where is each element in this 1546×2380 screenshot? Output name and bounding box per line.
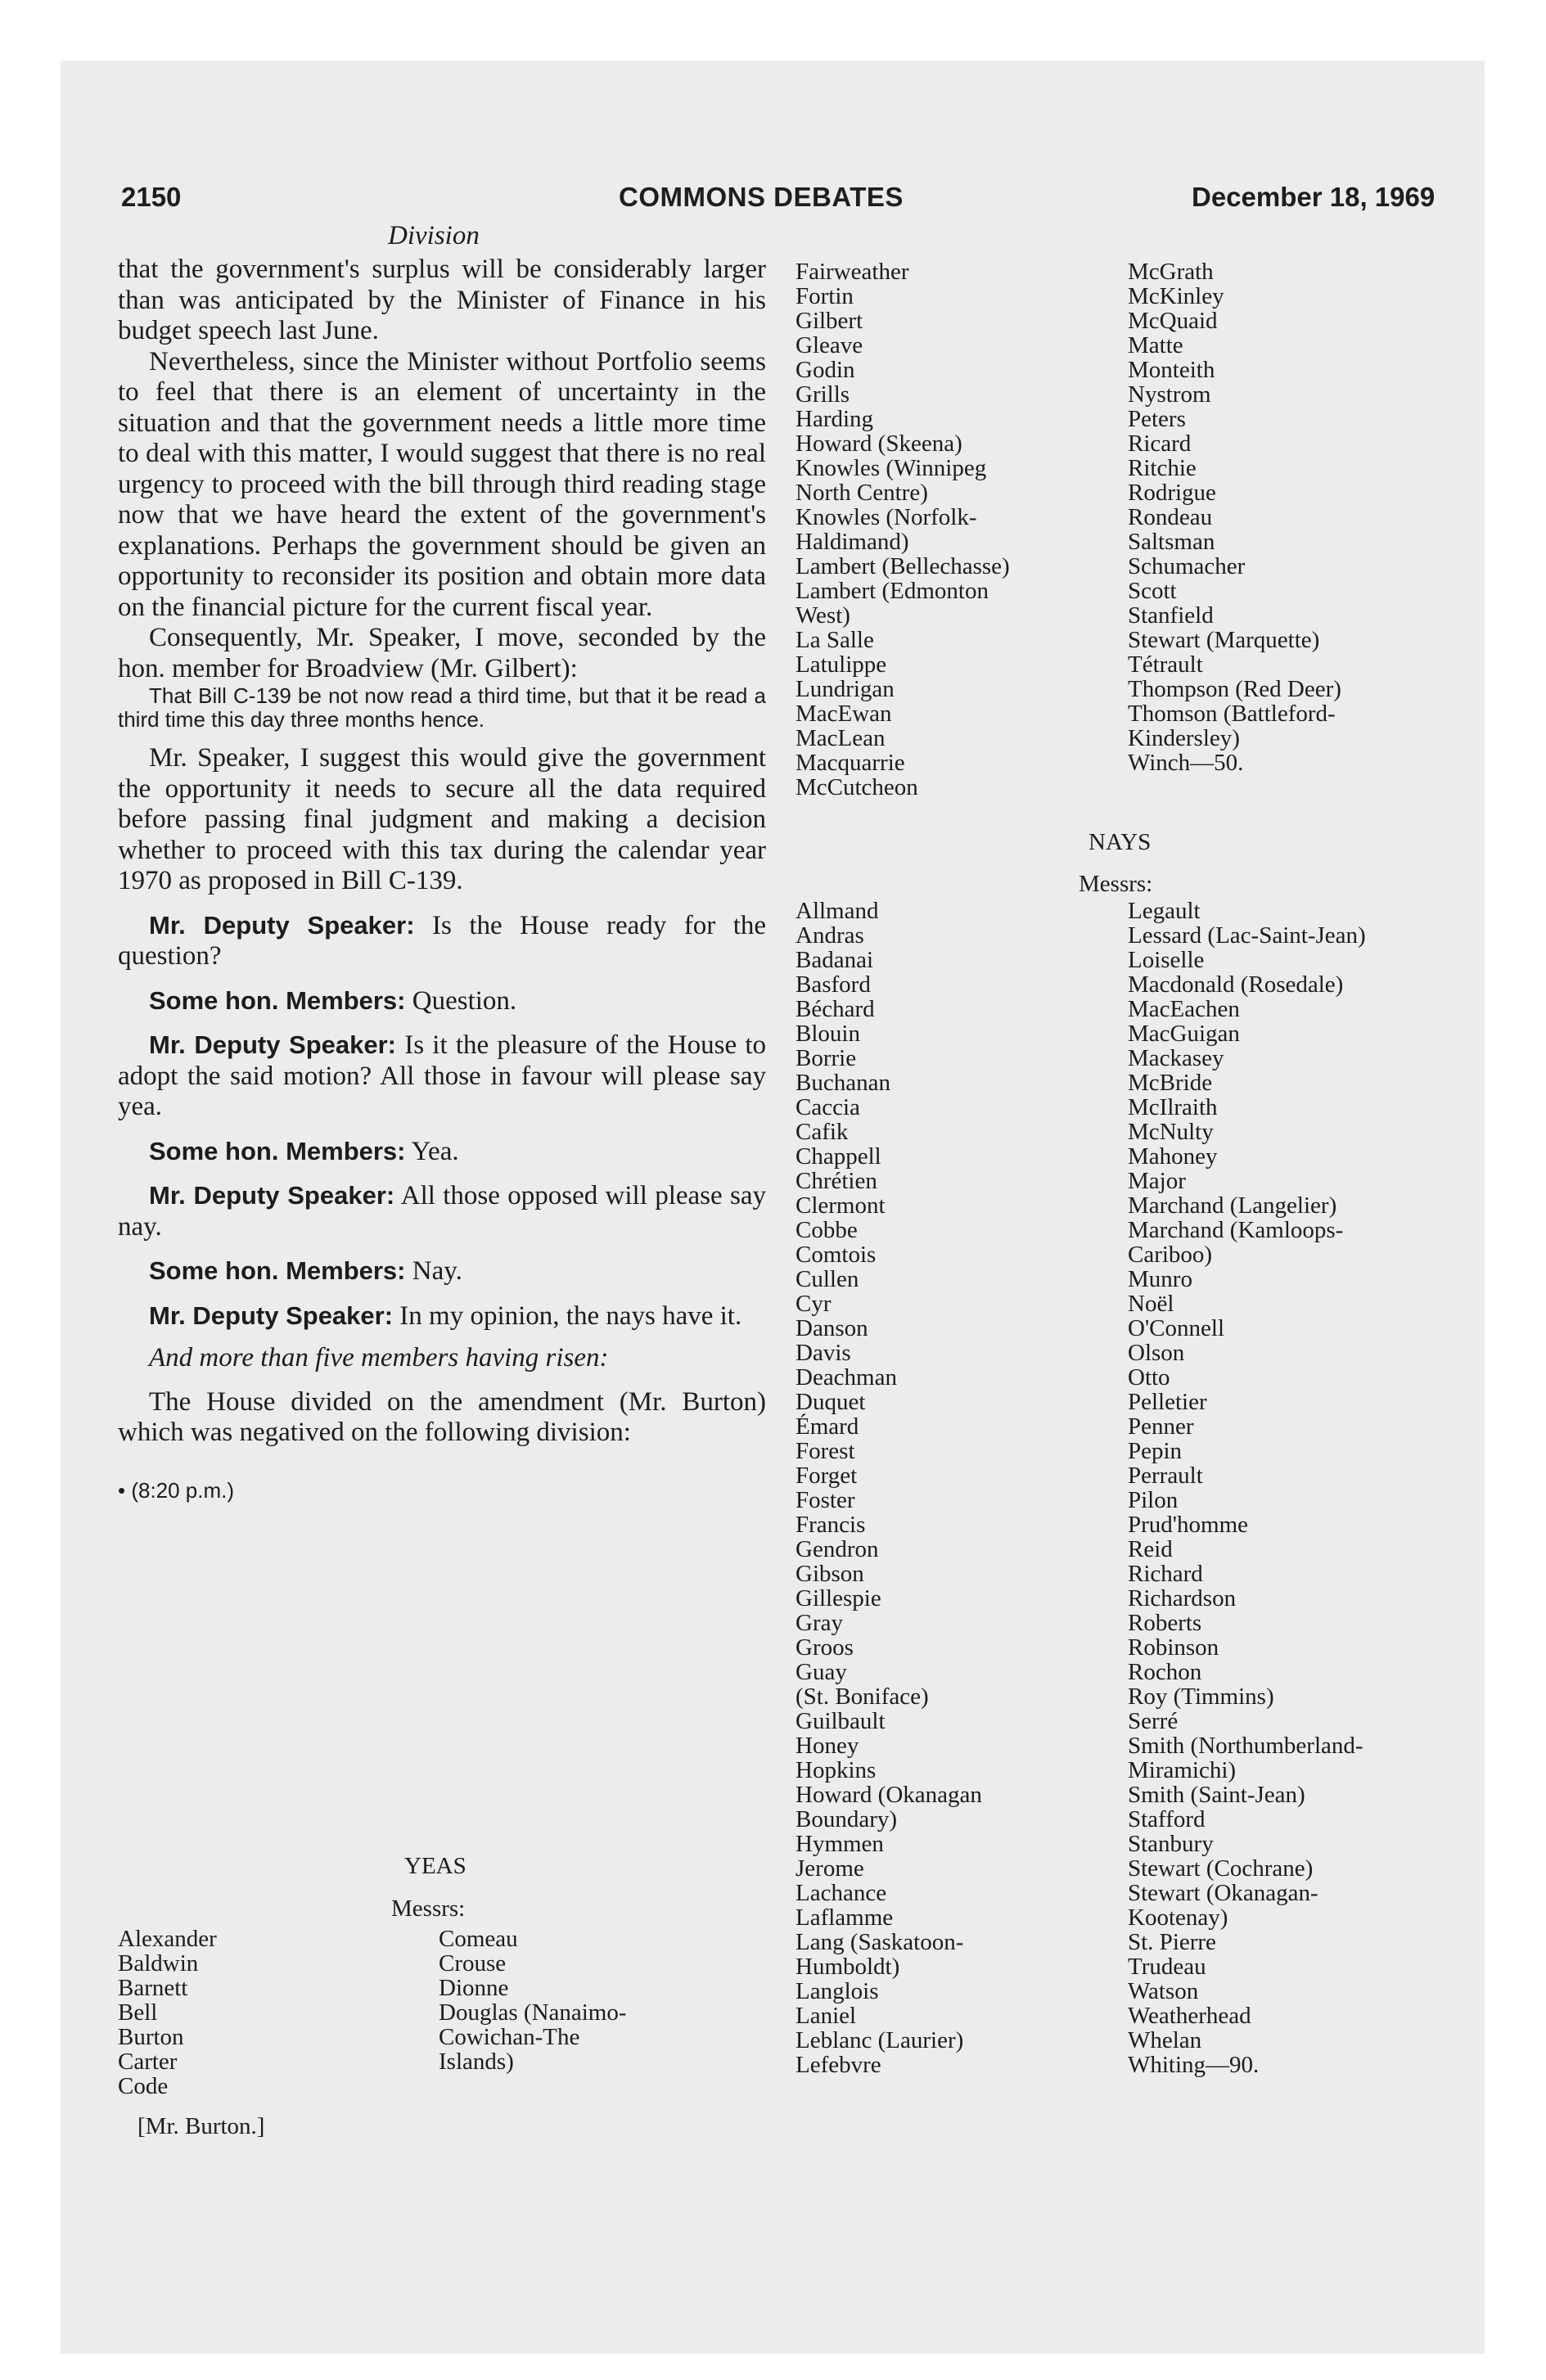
member-name: McIlraith	[1128, 1094, 1218, 1120]
member-name: Trudeau	[1128, 1954, 1206, 1980]
member-name: Penner	[1128, 1413, 1194, 1440]
member-name: Saltsman	[1128, 529, 1215, 555]
member-name: Reid	[1128, 1536, 1173, 1562]
member-name: Munro	[1128, 1266, 1192, 1292]
yeas-messrs-label: Messrs:	[391, 1895, 466, 1922]
member-name: Gray	[796, 1610, 843, 1636]
member-name: Lachance	[796, 1880, 887, 1906]
member-name: Kootenay)	[1128, 1904, 1228, 1931]
member-name: Comeau	[439, 1926, 518, 1952]
member-name: Marchand (Kamloops-	[1128, 1217, 1344, 1243]
member-name: Latulippe	[796, 651, 887, 678]
member-name: Stewart (Marquette)	[1128, 627, 1320, 653]
member-name: Kindersley)	[1128, 725, 1240, 751]
member-name: Mahoney	[1128, 1143, 1218, 1170]
member-name: Stanbury	[1128, 1831, 1214, 1857]
member-name: Roberts	[1128, 1610, 1202, 1636]
member-name: Gilbert	[796, 308, 863, 334]
member-name: McKinley	[1128, 283, 1224, 309]
member-name: Godin	[796, 357, 855, 383]
member-name: McCutcheon	[796, 774, 918, 800]
nays-list-a	[796, 899, 1139, 2077]
member-name: Otto	[1128, 1364, 1170, 1391]
yeas-list-b	[439, 1927, 799, 2074]
yeas-list-c	[796, 259, 1139, 800]
member-name: Stewart (Cochrane)	[1128, 1855, 1314, 1882]
speech-text: Is the House ready for the question?	[118, 910, 767, 971]
member-name: Olson	[1128, 1340, 1185, 1366]
publication-title: COMMONS DEBATES	[619, 182, 904, 212]
speech-text: All those opposed will please say nay.	[118, 1181, 766, 1242]
signature: [Mr. Burton.]	[137, 2113, 265, 2139]
member-name: Baldwin	[118, 1950, 199, 1977]
member-name: Howard (Skeena)	[796, 430, 962, 457]
speaker-name: Mr. Deputy Speaker:	[149, 910, 415, 940]
member-name: Gleave	[796, 332, 863, 358]
paragraph: Mr. Speaker, I suggest this would give the government the opportunity it needs to secure all the data required before passing final judgment and making a decision whether to proceed with this tax during the calendar year 1970 as proposed in Bill C-139.	[118, 743, 766, 895]
paragraph: Nevertheless, since the Minister without Portfolio seems to feel that there is an element of uncertainty in the situation and that the government needs a little more time to deal with this matter, I would suggest that there is no real urgency to proceed with the bill through third reading stage now that we have heard the extent of the government's explanations. Perhaps the government should be given an opportunity to reconsider its position and obtain more data on the financial picture for the current fiscal year.	[118, 346, 766, 622]
member-name: Rodrigue	[1128, 480, 1216, 506]
member-name: Davis	[796, 1340, 851, 1366]
member-name: Gillespie	[796, 1585, 881, 1611]
member-name: Cariboo)	[1128, 1242, 1213, 1268]
member-name: Burton	[118, 2024, 184, 2050]
member-name: Lang (Saskatoon-	[796, 1929, 964, 1955]
member-name: McNulty	[1128, 1119, 1214, 1145]
paragraph: The House divided on the amendment (Mr. Burton) which was negatived on the following division:	[118, 1386, 766, 1447]
member-name: Legault	[1128, 898, 1201, 924]
member-name: Cullen	[796, 1266, 859, 1292]
member-name: Harding	[796, 406, 874, 432]
member-name: Haldimand)	[796, 529, 909, 555]
speaker-name: Some hon. Members:	[149, 1256, 406, 1285]
member-name: McBride	[1128, 1070, 1213, 1096]
member-name: Pilon	[1128, 1487, 1179, 1513]
member-name: MacLean	[796, 725, 886, 751]
member-name: La Salle	[796, 627, 874, 653]
member-name: MacEwan	[796, 701, 892, 727]
member-name: Robinson	[1128, 1634, 1219, 1661]
member-name: Borrie	[796, 1045, 857, 1071]
member-name: Dionne	[439, 1975, 509, 2001]
member-name: Comtois	[796, 1242, 877, 1268]
member-name: Langlois	[796, 1978, 879, 2004]
member-name: Barnett	[118, 1975, 188, 2001]
member-name: Deachman	[796, 1364, 897, 1391]
member-name: Clermont	[796, 1192, 886, 1219]
member-name: Peters	[1128, 406, 1186, 432]
time-marker: • (8:20 p.m.)	[118, 1477, 235, 1503]
member-name: Whiting—90.	[1128, 2052, 1260, 2078]
speech-text: Is it the pleasure of the House to adopt the said motion? All those in favour will please say yea.	[118, 1030, 767, 1121]
speech-entry	[118, 1136, 766, 1168]
member-name: Winch—50.	[1128, 750, 1244, 776]
paragraph: Consequently, Mr. Speaker, I move, seconded by the hon. member for Broadview (Mr. Gilbert):	[118, 623, 766, 683]
member-name: Noël	[1128, 1291, 1174, 1317]
member-name: Gibson	[796, 1561, 864, 1587]
speaker-name: Some hon. Members:	[149, 985, 406, 1015]
member-name: Perrault	[1128, 1463, 1203, 1489]
member-name: (St. Boniface)	[796, 1684, 929, 1710]
member-name: McQuaid	[1128, 308, 1218, 334]
member-name: Leblanc (Laurier)	[796, 2027, 964, 2053]
member-name: Smith (Northumberland-	[1128, 1733, 1363, 1759]
member-name: Macdonald (Rosedale)	[1128, 971, 1344, 998]
member-name: Cowichan-The	[439, 2024, 580, 2050]
member-name: Miramichi)	[1128, 1757, 1237, 1783]
member-name: Lambert (Bellechasse)	[796, 553, 1010, 579]
member-name: Loiselle	[1128, 947, 1205, 973]
member-name: Douglas (Nanaimo-	[439, 1999, 627, 2026]
member-name: Mackasey	[1128, 1045, 1224, 1071]
stage-direction: And more than five members having risen:	[149, 1343, 609, 1373]
member-name: Boundary)	[796, 1806, 898, 1832]
running-head: Division	[388, 221, 480, 250]
member-name: Duquet	[796, 1389, 866, 1415]
member-name: Serré	[1128, 1708, 1179, 1734]
member-name: McGrath	[1128, 259, 1214, 285]
member-name: Cyr	[796, 1291, 832, 1317]
speech-entry	[118, 1255, 766, 1287]
speaker-name: Mr. Deputy Speaker:	[149, 1181, 395, 1210]
member-name: Macquarrie	[796, 750, 905, 776]
member-name: Guilbault	[796, 1708, 886, 1734]
motion-quote: That Bill C-139 be not now read a third time, but that it be read a third time this day three months hence.	[118, 683, 766, 732]
member-name: Fortin	[796, 283, 854, 309]
member-name: Richardson	[1128, 1585, 1237, 1611]
member-name: Whelan	[1128, 2027, 1202, 2053]
speaker-name: Mr. Deputy Speaker:	[149, 1300, 394, 1330]
member-name: Buchanan	[796, 1070, 890, 1096]
speech-text: In my opinion, the nays have it.	[393, 1300, 742, 1331]
member-name: Bell	[118, 1999, 158, 2026]
member-name: MacGuigan	[1128, 1021, 1240, 1047]
member-name: Andras	[796, 922, 864, 949]
speech-entry	[118, 1030, 766, 1123]
member-name: Danson	[796, 1315, 868, 1341]
member-name: St. Pierre	[1128, 1929, 1216, 1955]
member-name: Nystrom	[1128, 381, 1211, 408]
member-name: North Centre)	[796, 480, 928, 506]
member-name: Cobbe	[796, 1217, 858, 1243]
member-name: Matte	[1128, 332, 1183, 358]
speech-entry	[118, 910, 766, 972]
member-name: Code	[118, 2073, 169, 2099]
member-name: Weatherhead	[1128, 2003, 1251, 2029]
member-name: Grills	[796, 381, 850, 408]
member-name: Chappell	[796, 1143, 881, 1170]
speech-text: Nay.	[405, 1256, 462, 1286]
member-name: Laflamme	[796, 1904, 894, 1931]
speech-text: Yea.	[405, 1136, 459, 1166]
member-name: Lambert (Edmonton	[796, 578, 989, 604]
member-name: MacEachen	[1128, 996, 1240, 1022]
yeas-list-a	[118, 1927, 282, 2098]
member-name: Blouin	[796, 1021, 860, 1047]
member-name: Smith (Saint-Jean)	[1128, 1782, 1305, 1808]
member-name: Jerome	[796, 1855, 864, 1882]
member-name: Islands)	[439, 2049, 514, 2075]
member-name: Émard	[796, 1413, 859, 1440]
member-name: Stewart (Okanagan-	[1128, 1880, 1318, 1906]
member-name: Laniel	[796, 2003, 857, 2029]
member-name: Crouse	[439, 1950, 507, 1977]
member-name: Forget	[796, 1463, 858, 1489]
member-name: West)	[796, 602, 850, 629]
speech-entry	[118, 985, 766, 1017]
member-name: Richard	[1128, 1561, 1203, 1587]
member-name: Lessard (Lac-Saint-Jean)	[1128, 922, 1366, 949]
member-name: Marchand (Langelier)	[1128, 1192, 1337, 1219]
member-name: Rochon	[1128, 1659, 1202, 1685]
member-name: O'Connell	[1128, 1315, 1224, 1341]
yeas-heading: YEAS	[404, 1853, 467, 1879]
member-name: Badanai	[796, 947, 874, 973]
member-name: Carter	[118, 2049, 178, 2075]
speech-text: Question.	[405, 985, 517, 1016]
speech-entry	[118, 1180, 766, 1242]
member-name: Ricard	[1128, 430, 1192, 457]
member-name: Basford	[796, 971, 871, 998]
member-name: Monteith	[1128, 357, 1215, 383]
page-number: 2150	[121, 182, 182, 212]
member-name: Foster	[796, 1487, 855, 1513]
member-name: Caccia	[796, 1094, 860, 1120]
member-name: Allmand	[796, 898, 879, 924]
nays-messrs-label: Messrs:	[1079, 871, 1153, 897]
member-name: Lefebvre	[796, 2052, 881, 2078]
member-name: Groos	[796, 1634, 854, 1661]
paragraph: that the government's surplus will be considerably larger than was anticipated by the Minister of Finance in his budget speech last June.	[118, 255, 766, 345]
member-name: Cafik	[796, 1119, 849, 1145]
member-name: Hymmen	[796, 1831, 884, 1857]
member-name: Thomson (Battleford-	[1128, 701, 1336, 727]
member-name: Béchard	[796, 996, 875, 1022]
member-name: Pelletier	[1128, 1389, 1207, 1415]
member-name: Howard (Okanagan	[796, 1782, 982, 1808]
speaker-name: Mr. Deputy Speaker:	[149, 1030, 396, 1059]
member-name: Tétrault	[1128, 651, 1203, 678]
member-name: Pepin	[1128, 1438, 1183, 1464]
member-name: Forest	[796, 1438, 855, 1464]
member-name: Thompson (Red Deer)	[1128, 676, 1341, 702]
member-name: Schumacher	[1128, 553, 1246, 579]
member-name: Stanfield	[1128, 602, 1214, 629]
member-name: Lundrigan	[796, 676, 895, 702]
member-name: Chrétien	[796, 1168, 877, 1194]
member-name: Francis	[796, 1512, 866, 1538]
member-name: Scott	[1128, 578, 1177, 604]
speech-entry	[118, 1300, 766, 1332]
member-name: Gendron	[796, 1536, 879, 1562]
member-name: Humboldt)	[796, 1954, 900, 1980]
member-name: Watson	[1128, 1978, 1199, 2004]
nays-heading: NAYS	[1089, 829, 1152, 855]
speaker-name: Some hon. Members:	[149, 1136, 406, 1165]
nays-list-b	[1128, 899, 1480, 2077]
member-name: Alexander	[118, 1926, 217, 1952]
left-text-column	[118, 255, 766, 1503]
member-name: Guay	[796, 1659, 847, 1685]
member-name: Major	[1128, 1168, 1186, 1194]
page-date: December 18, 1969	[1192, 182, 1436, 212]
member-name: Rondeau	[1128, 504, 1213, 530]
member-name: Honey	[796, 1733, 859, 1759]
member-name: Roy (Timmins)	[1128, 1684, 1274, 1710]
member-name: Hopkins	[796, 1757, 877, 1783]
member-name: Ritchie	[1128, 455, 1197, 481]
member-name: Fairweather	[796, 259, 909, 285]
member-name: Stafford	[1128, 1806, 1206, 1832]
member-name: Prud'homme	[1128, 1512, 1248, 1538]
yeas-list-d	[1128, 259, 1480, 775]
member-name: Knowles (Norfolk-	[796, 504, 977, 530]
member-name: Knowles (Winnipeg	[796, 455, 987, 481]
